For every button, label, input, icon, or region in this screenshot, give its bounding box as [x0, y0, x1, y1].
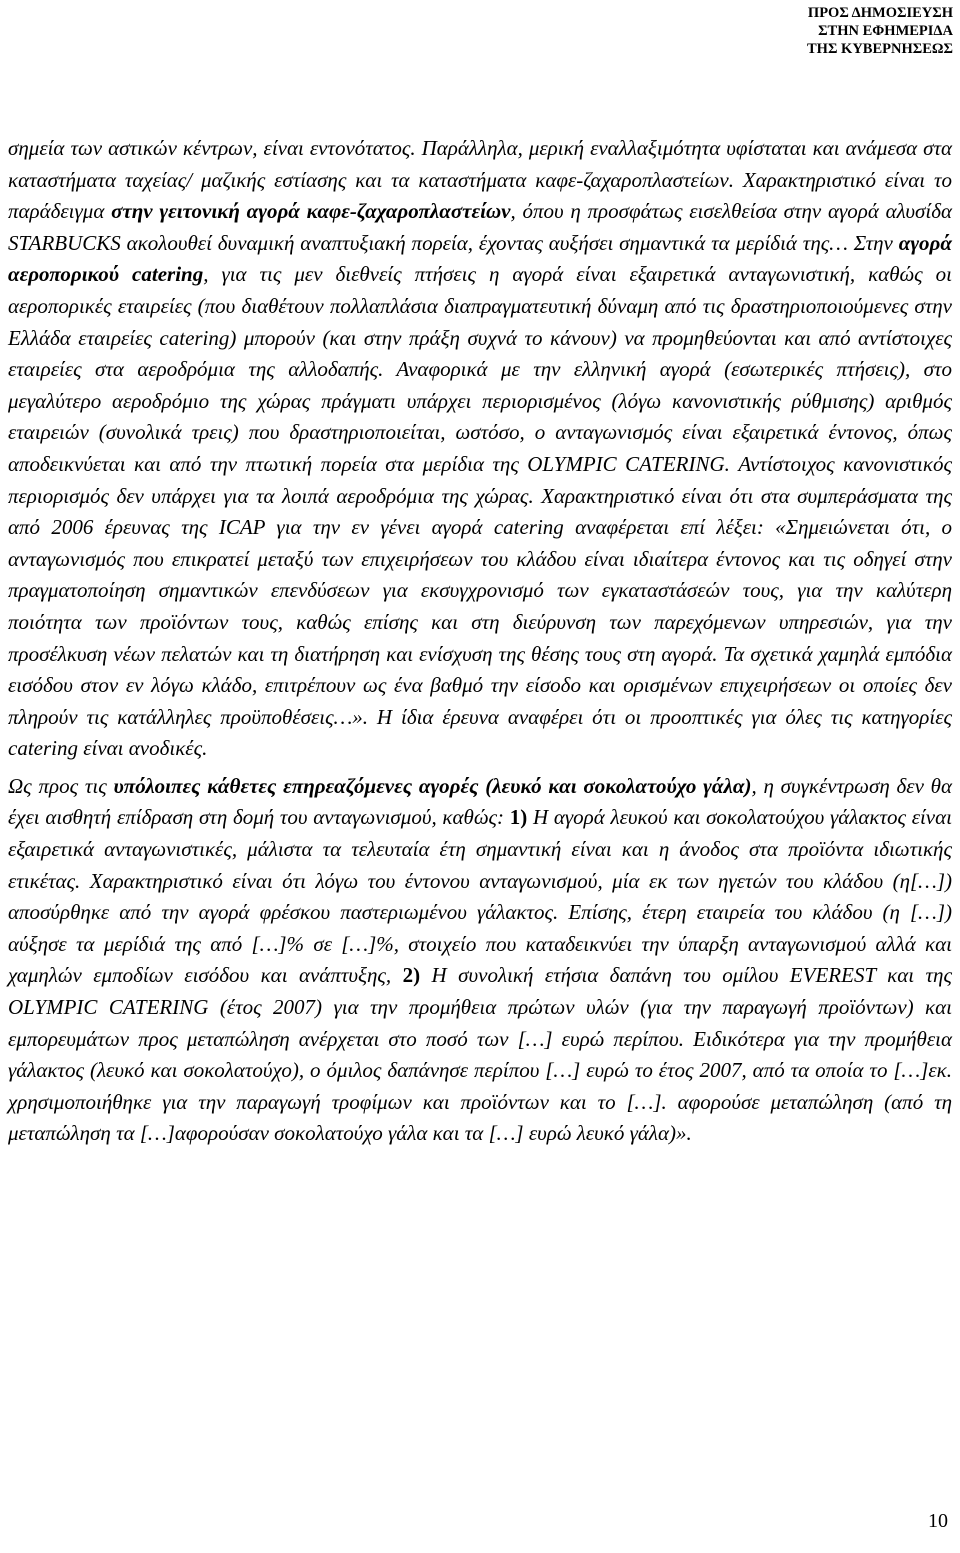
paragraph1-bold-1: στην γειτονική αγορά καφε-ζαχαροπλαστείων [111, 199, 511, 224]
header-line-2: ΣΤΗΝ ΕΦΗΜΕΡΙΔΑ [818, 23, 953, 39]
paragraph2-text-4: Η συνολική ετήσια δαπάνη του ομίλου EVEREST και της OLYMPIC CATERING (έτος 2007) για την προμήθεια πρώτων υλών (για την παραγωγή προϊόντων) και εμπορευμάτων προς μεταπώληση ανέρχεται στο ποσό των […] ευρώ περίπου. Ειδικότερα για την προμήθεια γάλακτος (λευκό και σοκολατούχο), ο όμιλος δαπάνησε περίπου […] ευρώ το έτος 2007, από τα οποία το […]εκ. χρησιμοποιήθηκε για την παραγωγή τροφίμων και προϊόντων και το […]. αφορούσε μεταπώληση (από τη μεταπώληση τα […]αφορούσαν σοκολατούχο γάλα και τα […] ευρώ λευκό γάλα)». [8, 963, 952, 1146]
page-number: 10 [928, 1510, 948, 1532]
header-line-1: ΠΡΟΣ ΔΗΜΟΣΙΕΥΣΗ [807, 5, 953, 21]
paragraph-catering-market [8, 133, 952, 765]
paragraph2-bold-1: υπόλοιπες κάθετες επηρεαζόμενες αγορές (λευκό και σοκολατούχο γάλα) [113, 773, 752, 798]
paragraph1-text-1: σημεία των αστικών κέντρων, είναι εντονότατος. Παράλληλα, μερική εναλλαξιμότητα υφίσταται και ανάμεσα στα καταστήματα ταχείας/ μαζικής εστίασης και τα καταστήματα καφε-ζαχαροπλαστείων. Χαρακτηριστικό είναι το παράδειγμα [8, 136, 952, 224]
paragraph1-bold-2: αγορά αεροπορικού catering [8, 230, 952, 287]
paragraph2-text-3: Η αγορά λευκού και σοκολατούχου γάλακτος είναι εξαιρετικά ανταγωνιστικές, μάλιστα τα τελευταία έτη σημαντική είναι και η άνοδος στα προϊόντα ιδιωτικής ετικέτας. Χαρακτηριστικό είναι ότι λόγω του έντονου ανταγωνισμού, μία εκ των ηγετών του κλάδου (η[…]) αποσύρθηκε από την αγορά φρέσκου παστεριωμένου γάλακτος. Επίσης, έτερη εταιρεία του κλάδου (η […]) αύξησε τα μερίδιά της από […]% σε […]%, στοιχείο που καταδεικνύει την ύπαρξη ανταγωνισμού αλλά και χαμηλών εμποδίων εισόδου και ανάπτυξης, [8, 805, 952, 988]
paragraph1-text-2: , όπου η προσφάτως εισελθείσα στην αγορά αλυσίδα STARBUCKS ακολουθεί δυναμική αναπτυξιακή πορεία, έχοντας αυξήσει σημαντικά τα μερίδιά της… Στην [8, 199, 953, 255]
paragraph1-text-3: , για τις μεν διεθνείς πτήσεις η αγορά είναι εξαιρετικά ανταγωνιστική, καθώς οι αεροπορικές εταιρείες (που διαθέτουν πολλαπλάσια διαπραγματευτική δύναμη από τις δραστηριοποιούμενες στην Ελλάδα εταιρείες catering) μπορούν (και στην πράξη συχνά το κάνουν) να προμηθεύονται και από αντίστοιχες εταιρείες στα αεροδρόμια της αλλοδαπής. Αναφορικά με την ελληνική αγορά (εσωτερικές πτήσεις), στο μεγαλύτερο αεροδρόμιο της χώρας πράγματι υπάρχει περιορισμένος (λόγω κανονιστικής ρύθμισης) αριθμός εταιρειών (συνολικά τρεις) που δραστηριοποιείται, ωστόσο, ο ανταγωνισμός είναι εξαιρετικά έντονος, όπως αποδεικνύεται και από την πτωτική πορεία στα μερίδια της OLYMPIC CATERING. Αντίστοιχος κανονιστικός περιορισμός δεν υπάρχει για τα λοιπά αεροδρόμια της χώρας. Χαρακτηριστικό είναι ότι στα συμπεράσματα της από 2006 έρευνας της ICAP για την εν γένει αγορά catering αναφέρεται επί λέξει: «Σημειώνεται ότι, ο ανταγωνισμός που επικρατεί μεταξύ των επιχειρήσεων του κλάδου είναι ιδιαίτερα έντονος και τις οδηγεί στην πραγματοποίηση σημαντικών επενδύσεων για εκσυγχρονισμό των εγκαταστάσεών τους, για την καλύτερη ποιότητα των προϊόντων τους, καθώς επίσης και στη διεύρυνση των παρεχόμενων υπηρεσιών, για την προσέλκυση νέων πελατών και τη διατήρηση και ενίσχυση της θέσης τους στη αγορά. Τα σχετικά χαμηλά εμπόδια εισόδου στον εν λόγω κλάδο, επιτρέπουν ως ένα βαθμό την είσοδο και ορισμένων επιχειρήσεων οι οποίες δεν πληρούν τις κατάλληλες προϋποθέσεις…». Η ίδια έρευνα αναφέρει ότι οι προοπτικές για όλες τις κατηγορίες catering είναι ανοδικές. [8, 262, 952, 761]
publication-header [807, 4, 953, 58]
paragraph2-number-2: 2) [402, 963, 421, 988]
header-line-3: ΤΗΣ ΚΥΒΕΡΝΗΣΕΩΣ [807, 41, 953, 57]
paragraph2-text-1: Ως προς τις [8, 773, 114, 798]
document-body [8, 133, 952, 1150]
paragraph2-text-2: , η συγκέντρωση δεν θα έχει αισθητή επίδραση στη δομή του ανταγωνισμού, καθώς: [8, 773, 952, 830]
paragraph-milk-markets [8, 771, 952, 1150]
paragraph2-number-1: 1) [509, 805, 528, 830]
